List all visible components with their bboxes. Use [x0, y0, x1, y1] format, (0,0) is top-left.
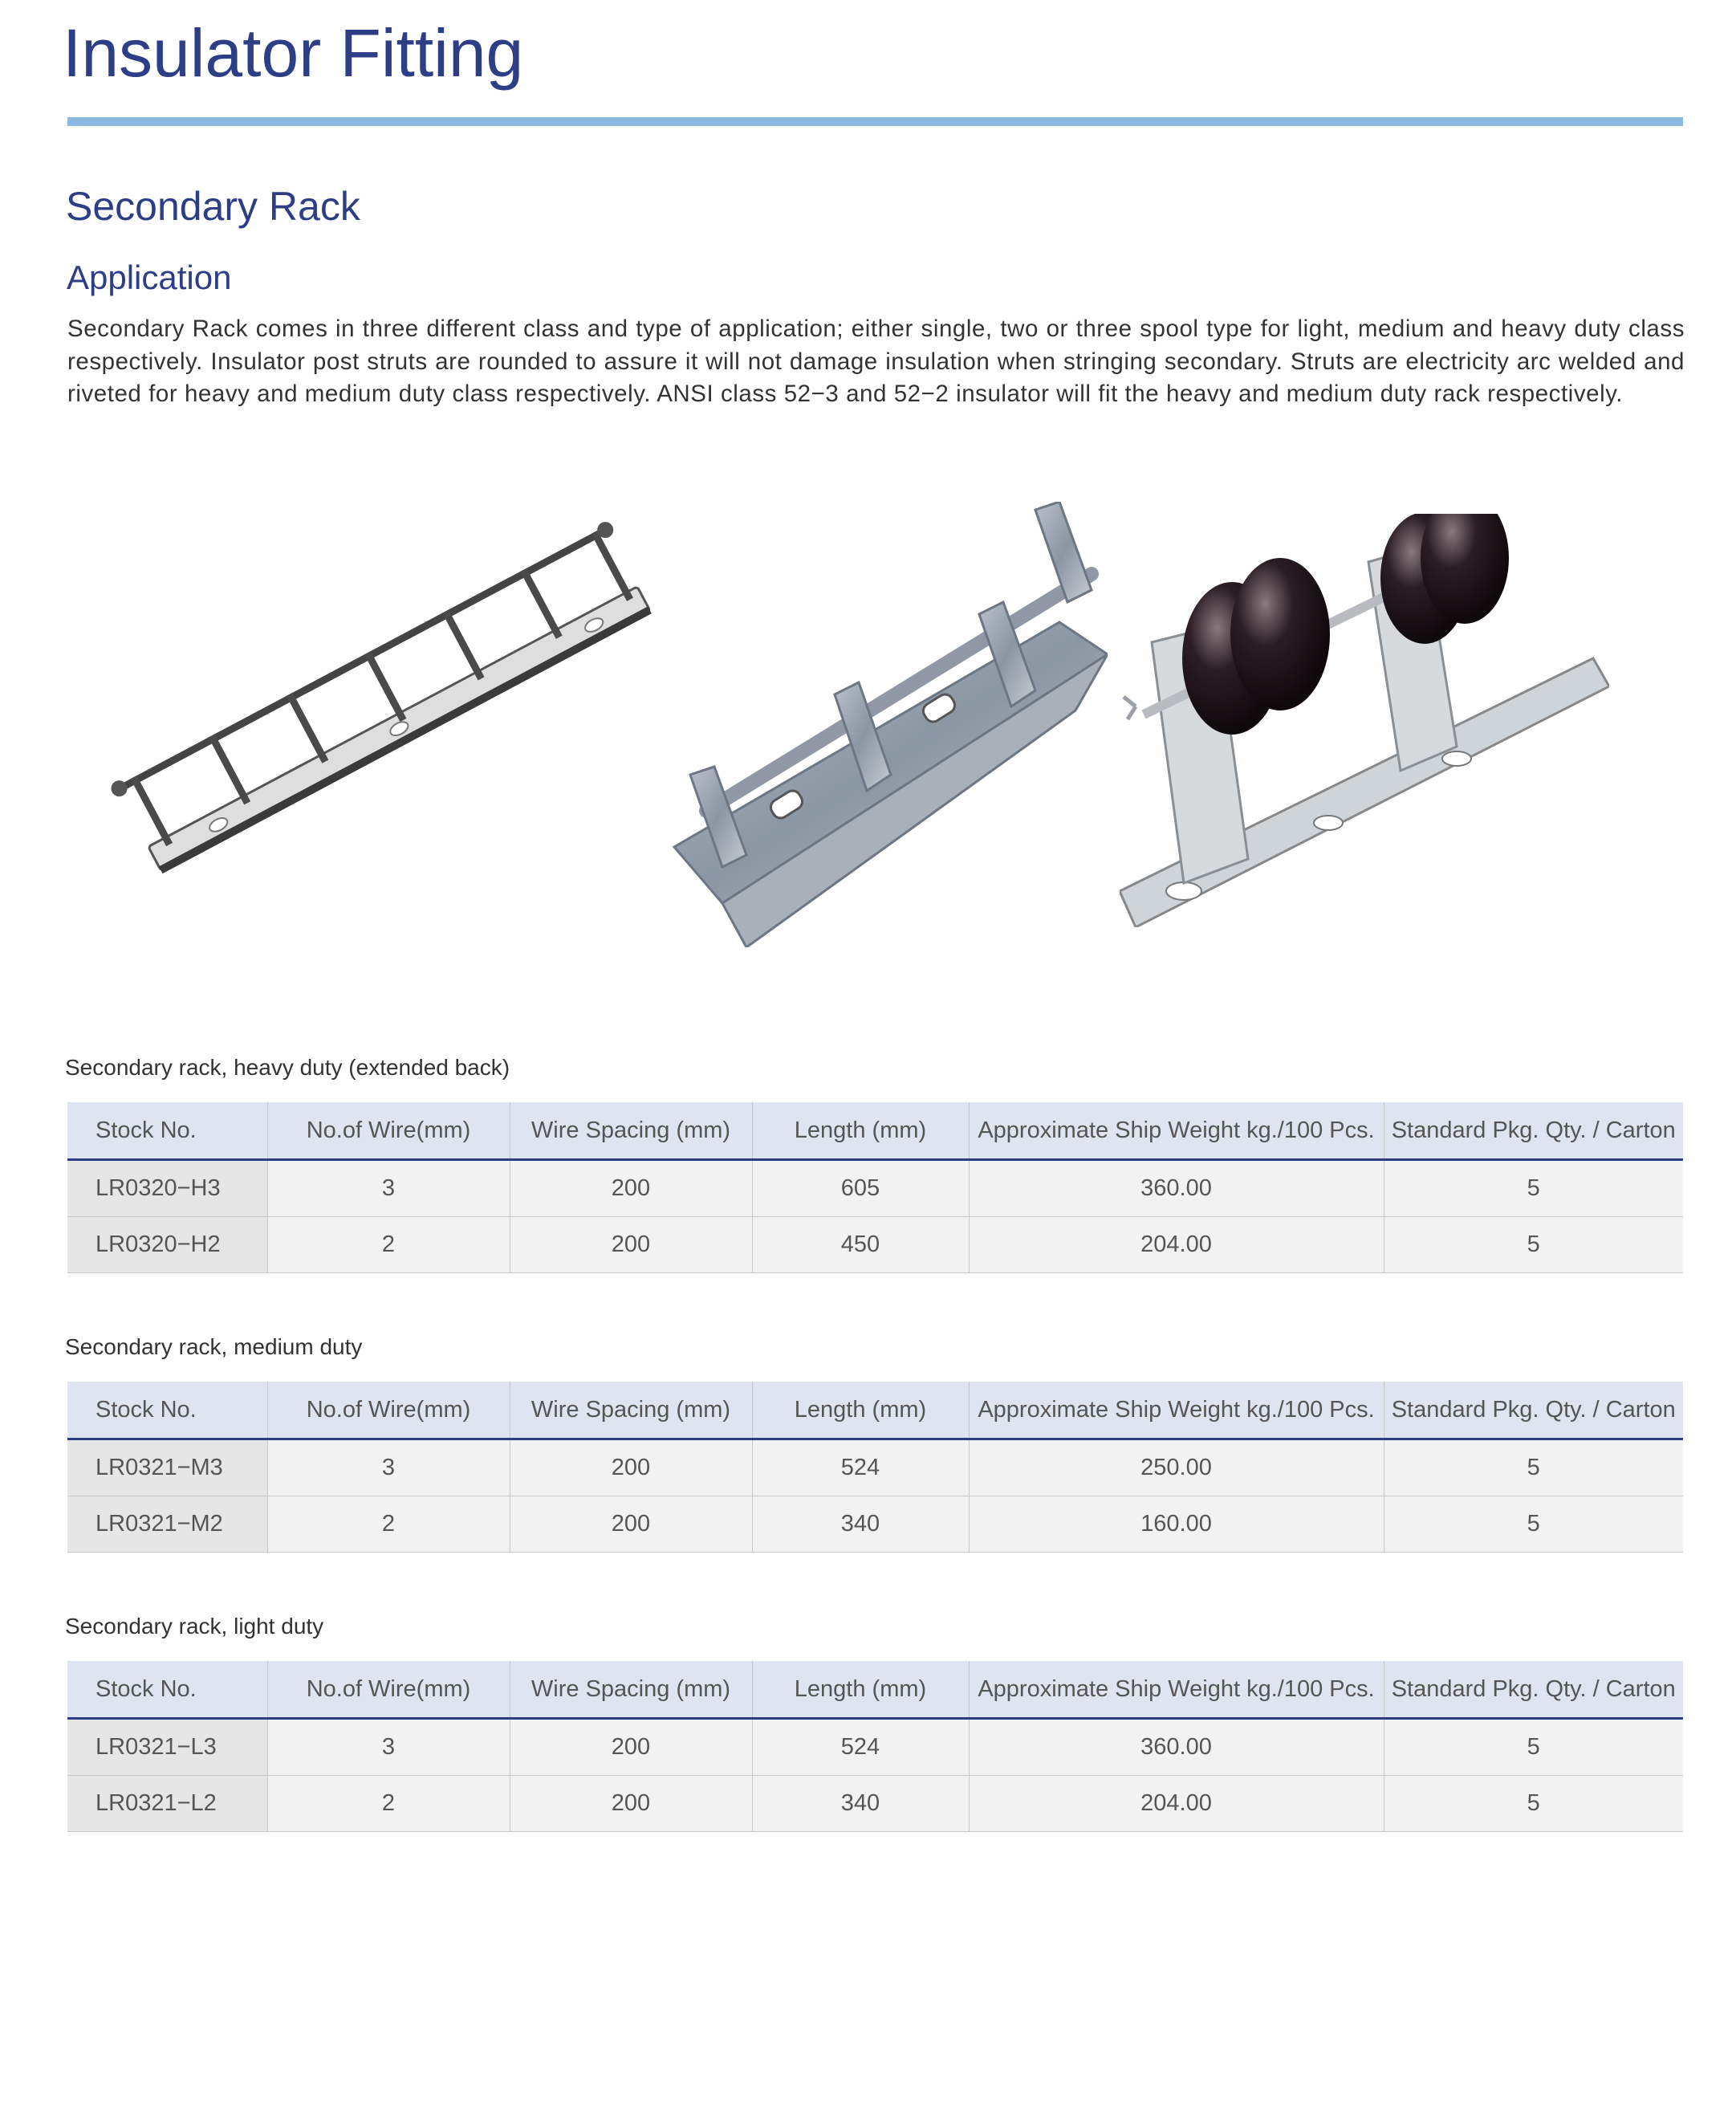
column-header: Wire Spacing (mm) — [510, 1102, 752, 1160]
table-row — [67, 1496, 1683, 1553]
table-row — [67, 1719, 1683, 1776]
table-header-row — [67, 1102, 1683, 1160]
column-header: Stock No. — [67, 1382, 267, 1439]
table-cell: 200 — [510, 1719, 752, 1776]
table-cell: 200 — [510, 1160, 752, 1217]
table-cell: 250.00 — [969, 1439, 1384, 1496]
table-cell: 5 — [1384, 1217, 1683, 1273]
title-divider — [67, 117, 1683, 126]
table-cell: 3 — [267, 1439, 510, 1496]
spec-table-heavy-duty — [67, 1102, 1683, 1273]
table-cell: 5 — [1384, 1160, 1683, 1217]
table-caption: Secondary rack, medium duty — [65, 1334, 363, 1359]
column-header: Length (mm) — [752, 1661, 969, 1719]
stock-no-cell: LR0320−H2 — [67, 1217, 267, 1273]
table-cell: 204.00 — [969, 1217, 1384, 1273]
column-header: Stock No. — [67, 1661, 267, 1719]
application-heading: Application — [67, 259, 232, 296]
heavy-duty-rack-photo — [1120, 514, 1609, 927]
column-header: Approximate Ship Weight kg./100 Pcs. — [969, 1661, 1384, 1719]
table-cell: 524 — [752, 1719, 969, 1776]
column-header: No.of Wire(mm) — [267, 1382, 510, 1439]
table-cell: 605 — [752, 1160, 969, 1217]
table-cell: 2 — [267, 1496, 510, 1553]
table-caption: Secondary rack, light duty — [65, 1614, 324, 1639]
stock-no-cell: LR0320−H3 — [67, 1160, 267, 1217]
table-cell: 5 — [1384, 1496, 1683, 1553]
table-cell: 340 — [752, 1496, 969, 1553]
table-cell: 360.00 — [969, 1719, 1384, 1776]
medium-duty-rack-photo — [658, 502, 1108, 947]
table-row — [67, 1160, 1683, 1217]
table-header-row — [67, 1382, 1683, 1439]
table-cell: 160.00 — [969, 1496, 1384, 1553]
table-cell: 3 — [267, 1160, 510, 1217]
table-cell: 200 — [510, 1776, 752, 1832]
table-cell: 340 — [752, 1776, 969, 1832]
spec-table-light-duty — [67, 1661, 1683, 1832]
light-duty-rack-photo — [92, 514, 678, 891]
page-title: Insulator Fitting — [63, 15, 524, 91]
table-cell: 2 — [267, 1776, 510, 1832]
column-header: No.of Wire(mm) — [267, 1661, 510, 1719]
stock-no-cell: LR0321−M3 — [67, 1439, 267, 1496]
column-header: Standard Pkg. Qty. / Carton — [1384, 1661, 1683, 1719]
column-header: Approximate Ship Weight kg./100 Pcs. — [969, 1382, 1384, 1439]
table-cell: 200 — [510, 1439, 752, 1496]
column-header: No.of Wire(mm) — [267, 1102, 510, 1160]
table-cell: 450 — [752, 1217, 969, 1273]
column-header: Stock No. — [67, 1102, 267, 1160]
column-header: Standard Pkg. Qty. / Carton — [1384, 1102, 1683, 1160]
table-row — [67, 1439, 1683, 1496]
column-header: Approximate Ship Weight kg./100 Pcs. — [969, 1102, 1384, 1160]
table-cell: 3 — [267, 1719, 510, 1776]
spec-table-medium-duty — [67, 1382, 1683, 1553]
application-text: Secondary Rack comes in three different class and type of application; either single, two or three spool type for light, medium and heavy duty class respectively. Insulator post struts are rounded to assure it will not damage insulation when stringing secondary. Struts are electricity arc welded and riveted for heavy and medium duty class respectively. ANSI class 52−3 and 52−2 insulator will fit the heavy and medium duty rack respectively. — [67, 316, 1685, 407]
stock-no-cell: LR0321−L3 — [67, 1719, 267, 1776]
column-header: Length (mm) — [752, 1102, 969, 1160]
column-header: Standard Pkg. Qty. / Carton — [1384, 1382, 1683, 1439]
table-cell: 5 — [1384, 1719, 1683, 1776]
table-row — [67, 1217, 1683, 1273]
table-cell: 200 — [510, 1496, 752, 1553]
column-header: Wire Spacing (mm) — [510, 1382, 752, 1439]
stock-no-cell: LR0321−M2 — [67, 1496, 267, 1553]
table-caption: Secondary rack, heavy duty (extended back) — [65, 1055, 510, 1080]
table-cell: 204.00 — [969, 1776, 1384, 1832]
table-cell: 360.00 — [969, 1160, 1384, 1217]
table-cell: 524 — [752, 1439, 969, 1496]
table-header-row — [67, 1661, 1683, 1719]
stock-no-cell: LR0321−L2 — [67, 1776, 267, 1832]
table-row — [67, 1776, 1683, 1832]
column-header: Length (mm) — [752, 1382, 969, 1439]
table-cell: 2 — [267, 1217, 510, 1273]
column-header: Wire Spacing (mm) — [510, 1661, 752, 1719]
section-title: Secondary Rack — [66, 184, 360, 229]
table-cell: 200 — [510, 1217, 752, 1273]
table-cell: 5 — [1384, 1439, 1683, 1496]
table-cell: 5 — [1384, 1776, 1683, 1832]
